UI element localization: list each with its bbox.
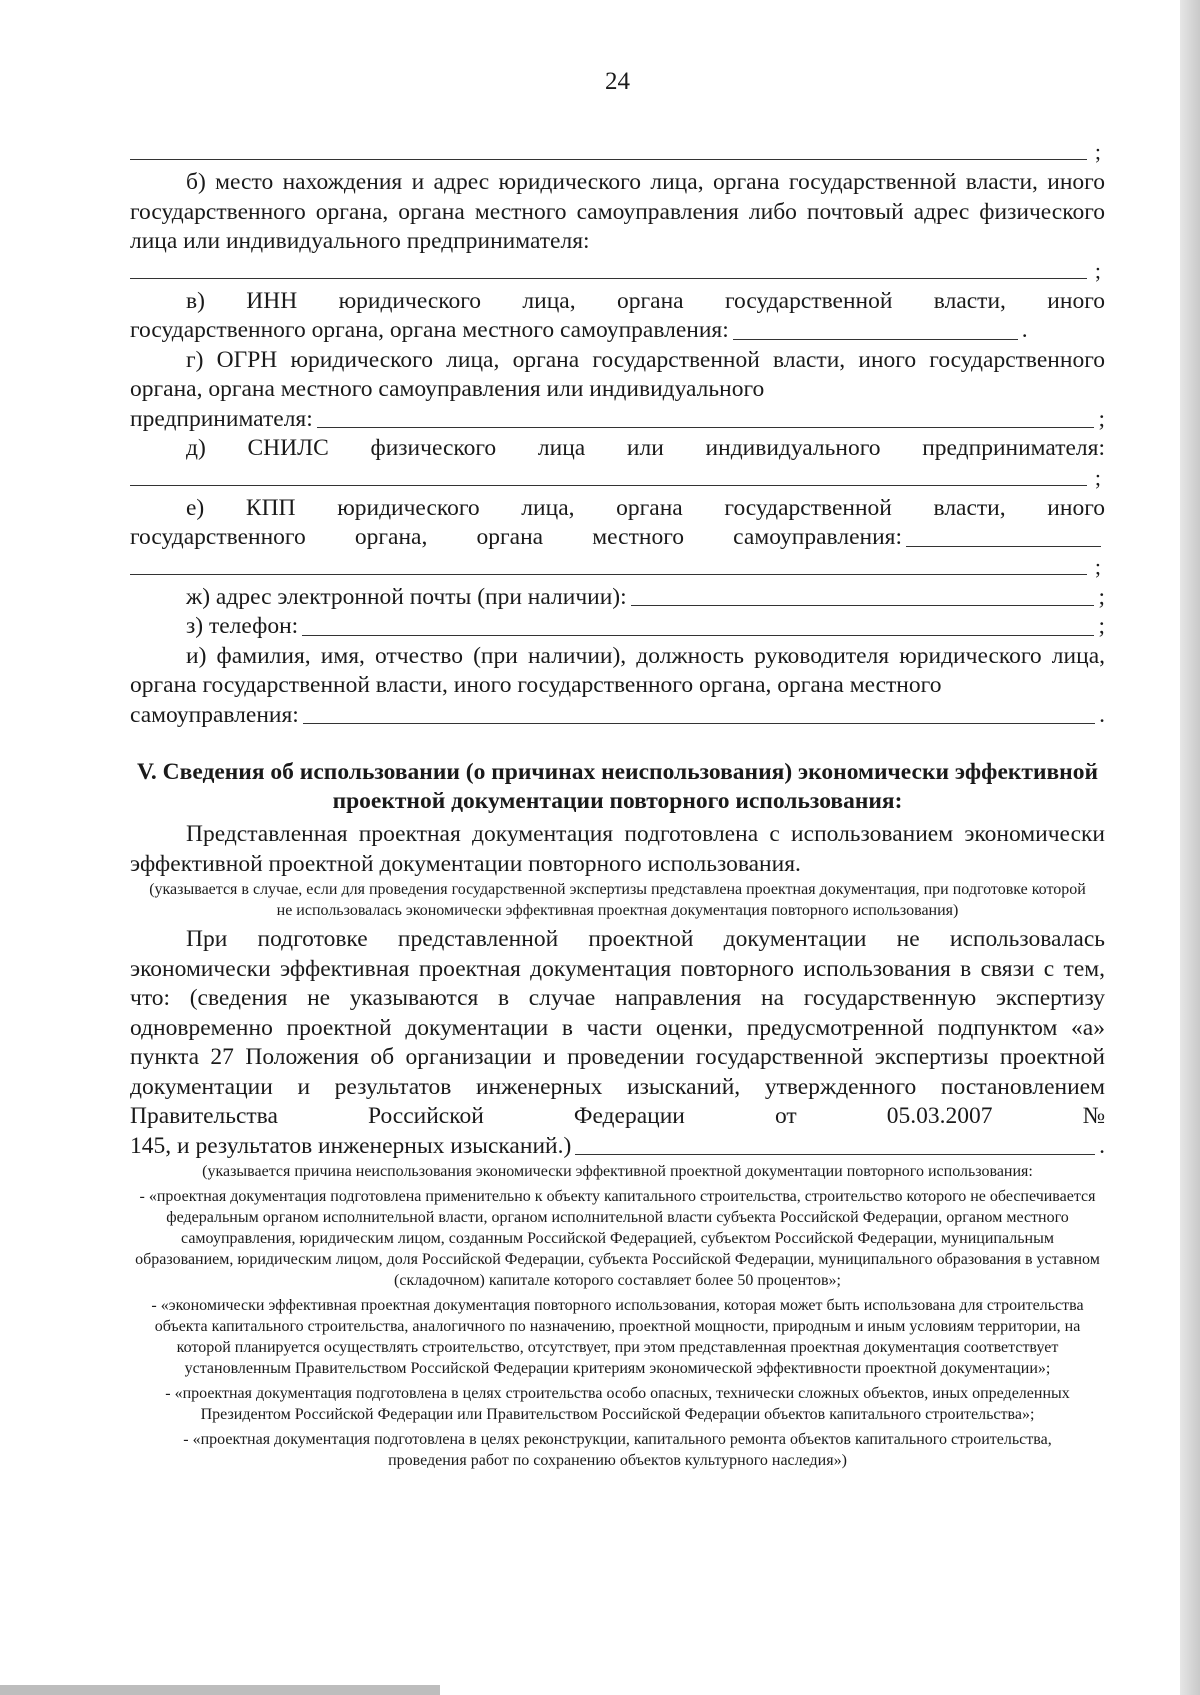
scan-edge-bottom bbox=[0, 1685, 440, 1695]
field-zh-input[interactable] bbox=[631, 585, 1095, 606]
semicolon-mark: ; bbox=[1094, 464, 1101, 490]
reason-input[interactable] bbox=[575, 1134, 1095, 1155]
field-i-label-2: самоуправления: bbox=[130, 701, 299, 728]
field-e-input-2[interactable] bbox=[130, 553, 1101, 579]
semicolon-mark: ; bbox=[1094, 139, 1101, 164]
field-v-row bbox=[130, 316, 1105, 346]
semicolon-mark: ; bbox=[1098, 583, 1105, 610]
blank-line-a[interactable] bbox=[130, 138, 1101, 164]
page-number: 24 bbox=[605, 68, 630, 95]
blank-line-b[interactable] bbox=[130, 257, 1101, 283]
field-i-row bbox=[130, 701, 1105, 731]
field-d-input[interactable] bbox=[130, 464, 1101, 490]
semicolon-mark: ; bbox=[1098, 405, 1105, 432]
section-5-heading: V. Сведения об использовании (о причинах неиспользования) экономически эффективной проектной документации повторного использования: bbox=[136, 759, 1099, 814]
section-5-para-2: При подготовке представленной проектной документации не использовалась экономически эффективная проектная документация повторного использования в связи с тем, что: (сведения не указываются в случае направления на государственную экспертизу одновременно проектной документации в части оценки, предусмотренной подпунктом «а» пункта 27 Положения об организации и проведении государственной экспертизы проектной документации и результатов инженерных изысканий, утвержденного постановлением Правительства Российской Федерации от 05.03.2007 № bbox=[130, 926, 1105, 1129]
scan-edge-right bbox=[1180, 0, 1200, 1695]
field-zh-row bbox=[130, 583, 1105, 613]
field-zh-label: ж) адрес электронной почты (при наличии): bbox=[186, 583, 627, 610]
field-i-label-1: и) фамилия, имя, отчество (при наличии), должность руководителя юридического лица, органа государственной власти, иного государственного органа, органа местного bbox=[130, 642, 1105, 698]
field-e-input[interactable] bbox=[906, 526, 1101, 547]
period-mark: . bbox=[1021, 317, 1028, 343]
field-g-label-2: предпринимателя: bbox=[130, 405, 313, 432]
section-5-note-2: (указывается причина неиспользования экономически эффективной проектной документации повторного использования: bbox=[202, 1163, 1033, 1180]
section-5-reason-row bbox=[130, 1132, 1105, 1162]
reason-item: - «экономически эффективная проектная документация повторного использования, которая может быть использована для строительства объекта капитального строительства, аналогичного по назначению, проектной мощности, природным и иным условиям территории, на которой планируется осуществлять строительство, отсутствует, при этом представленная проектная документация соответствует установленным Правительством Российской Федерации критериям экономической эффективности проектной документации»; bbox=[151, 1297, 1084, 1377]
field-v-input[interactable] bbox=[733, 319, 1018, 340]
field-i-input[interactable] bbox=[303, 703, 1095, 724]
field-z-input[interactable] bbox=[302, 615, 1094, 636]
section-5-note-1: (указывается в случае, если для проведения государственной экспертизы представлена проектная документация, при подготовке которой не использовалась экономически эффективная проектная документация повторного использования) bbox=[149, 881, 1086, 919]
reason-item: - «проектная документация подготовлена в целях реконструкции, капитального ремонта объектов капитального строительства, проведения работ по сохранению объектов культурного наследия») bbox=[183, 1431, 1052, 1469]
semicolon-mark: ; bbox=[1098, 613, 1105, 639]
section-5-para-2-last: 145, и результатов инженерных изысканий.) bbox=[130, 1132, 572, 1159]
field-g-row bbox=[130, 405, 1105, 435]
field-g-label-1: г) ОГРН юридического лица, органа государственной власти, иного государственного органа, органа местного самоуправления или индивидуального bbox=[130, 346, 1105, 402]
semicolon-mark: ; bbox=[1094, 553, 1101, 579]
field-z-row bbox=[130, 612, 1105, 642]
field-e-label-1: е) КПП юридического лица, органа государственной власти, иного bbox=[186, 494, 1105, 521]
field-z-label: з) телефон: bbox=[186, 613, 299, 639]
field-v-label-2: государственного органа, органа местного самоуправления: bbox=[130, 317, 729, 343]
field-b-label: б) место нахождения и адрес юридического лица, органа государственной власти, иного государственного органа, органа местного самоуправления либо почтовый адрес физического лица или индивидуального предпринимателя: bbox=[130, 169, 1105, 254]
section-5-para-1: Представленная проектная документация подготовлена с использованием экономически эффективной проектной документации повторного использования. bbox=[130, 821, 1105, 877]
field-g-input[interactable] bbox=[317, 407, 1095, 428]
semicolon-mark: ; bbox=[1094, 257, 1101, 283]
field-d-label: д) СНИЛС физического лица или индивидуального предпринимателя: bbox=[186, 435, 1105, 461]
form-content bbox=[130, 138, 1105, 1475]
field-e-row bbox=[130, 523, 1105, 553]
reason-item: - «проектная документация подготовлена применительно к объекту капитального строительства, строительство которого не обеспечивается федеральным органом исполнительной власти, органом исполнительной власти субъекта Российской Федерации, органом местного самоуправления, юридическим лицом, созданным Российской Федерацией, субъектом Российской Федерации, муниципальным образованием, юридическим лицом, доля Российской Федерации, субъекта Российской Федерации, муниципального образования в уставном (складочном) капитале которого составляет более 50 процентов»; bbox=[135, 1188, 1100, 1289]
period-mark: . bbox=[1099, 701, 1105, 728]
field-e-label-2: государственного органа, органа местного самоуправления: bbox=[130, 524, 902, 550]
reason-item: - «проектная документация подготовлена в целях строительства особо опасных, технически сложных объектов, иных определенных Президентом Российской Федерации или Правительством Российской Федерации объектов капитального строительства»; bbox=[165, 1385, 1070, 1423]
period-mark: . bbox=[1099, 1132, 1105, 1159]
field-v-label-1: в) ИНН юридического лица, органа государственной власти, иного bbox=[186, 287, 1105, 314]
